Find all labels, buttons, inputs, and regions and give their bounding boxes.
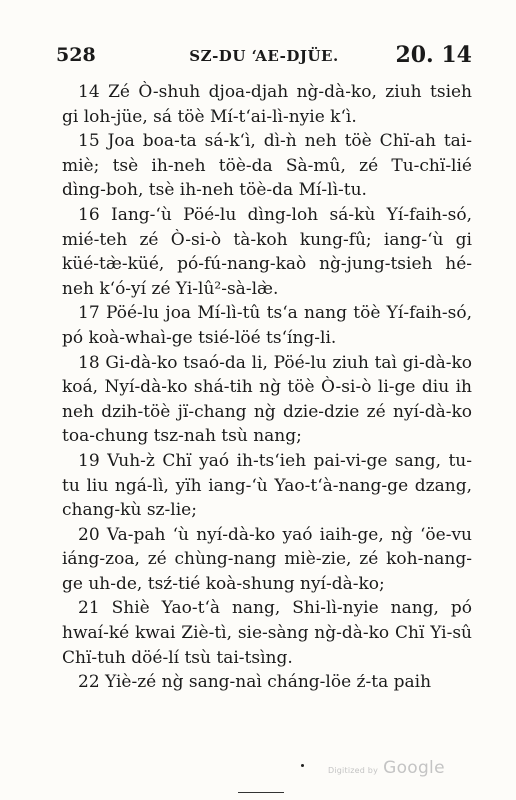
verse-number: 17 bbox=[78, 303, 100, 324]
verse-text: Shiè Yao-t‘à nang, Shi-lì-nyie nang, pó hwaí-ké kwai Ziè-tì, sie-sàng ng̀-dà-ko Chï Yi-sû Chï-tuh döé-lí tsù tai-tsìng. bbox=[62, 598, 473, 668]
verse-text: Zé Ò-shuh djoa-djah ng̀-dà-ko, ziuh tsieh gi loh-jüe, sá töè Mí-t‘ai-lì-nyie k‘ì. bbox=[62, 82, 473, 127]
verse bbox=[62, 203, 472, 301]
verse-number: 19 bbox=[78, 450, 100, 471]
verse-number: 18 bbox=[78, 352, 100, 373]
verse bbox=[62, 449, 472, 523]
footer-dot bbox=[301, 764, 304, 767]
running-title: SZ-DU ‘AE-DJÜE. bbox=[189, 47, 339, 65]
verse-text: Vuh-z̀ Chï yaó ih-ts‘ieh pai-vi-ge sang, tu-tu liu ngá-lì, yïh iang-‘ù Yao-t‘à-nang-ge dzang, chang-kù sz-lie; bbox=[62, 450, 472, 521]
verse-text: Iang-‘ù Pöé-lu dìng-loh sá-kù Yí-faih-só, mié-teh zé Ò-si-ò tà-koh kung-fû; iang-‘ù gi küé-tæ̀-küé, pó-fú-nang-kaò ng̀-jung-tsieh hé-neh k‘ó-yí zé Yi-lû²-sà-læ̀. bbox=[62, 204, 472, 299]
page-number: 528 bbox=[56, 44, 96, 66]
watermark-brand: Google bbox=[383, 758, 445, 778]
chapter-verse-reference: 20. 14 bbox=[395, 42, 472, 68]
verse bbox=[62, 670, 472, 695]
verse-text: Va-pah ‘ù nyí-dà-ko yaó iaih-ge, ng̀ ‘öe-vu iáng-zoa, zé chùng-nang miè-zie, zé koh-nang-ge uh-de, tsź-tié koà-shung nyí-dà-ko; bbox=[62, 524, 472, 594]
scripture-text bbox=[62, 80, 472, 695]
verse bbox=[62, 523, 472, 597]
page-header bbox=[56, 44, 472, 70]
footer-rule bbox=[238, 792, 284, 793]
watermark-prefix: Digitized by bbox=[328, 766, 378, 775]
verse-text: Yiè-zé ng̀ sang-naì cháng-löe ź-ta paih bbox=[105, 672, 432, 693]
verse-text: Pöé-lu joa Mí-lì-tû ts‘a nang töè Yí-faih-só, pó koà-whaì-ge tsié-löé ts‘íng-li. bbox=[62, 303, 473, 348]
verse-text: Gi-dà-ko tsaó-da li, Pöé-lu ziuh taì gi-dà-ko koá, Nyí-dà-ko shá-tih ng̀ töè Ò-si-ò li-ge diu ih neh dzih-töè jï-chang ng̀ dzie-dzie zé nyí-dà-ko toa-chung tsz-nah tsù nang; bbox=[62, 352, 472, 447]
verse bbox=[62, 129, 472, 203]
page-footer bbox=[0, 740, 516, 800]
verse bbox=[62, 596, 472, 670]
verse-number: 20 bbox=[78, 524, 100, 545]
verse-number: 14 bbox=[78, 82, 100, 102]
verse-number: 22 bbox=[78, 672, 100, 693]
verse bbox=[62, 80, 472, 129]
verse bbox=[62, 351, 472, 449]
verse-text: Joa boa-ta sá-k‘ì, dì-ǹ neh töè Chï-ah tai-miè; tsè ih-neh töè-da Sà-mû, zé Tu-chï-lié dìng-boh, tsè ih-neh töè-da Mí-lì-tu. bbox=[62, 131, 472, 201]
verse-number: 15 bbox=[78, 131, 100, 152]
digitized-watermark bbox=[328, 758, 445, 778]
verse-number: 21 bbox=[78, 598, 100, 619]
verse-number: 16 bbox=[78, 204, 100, 225]
verse bbox=[62, 301, 472, 350]
